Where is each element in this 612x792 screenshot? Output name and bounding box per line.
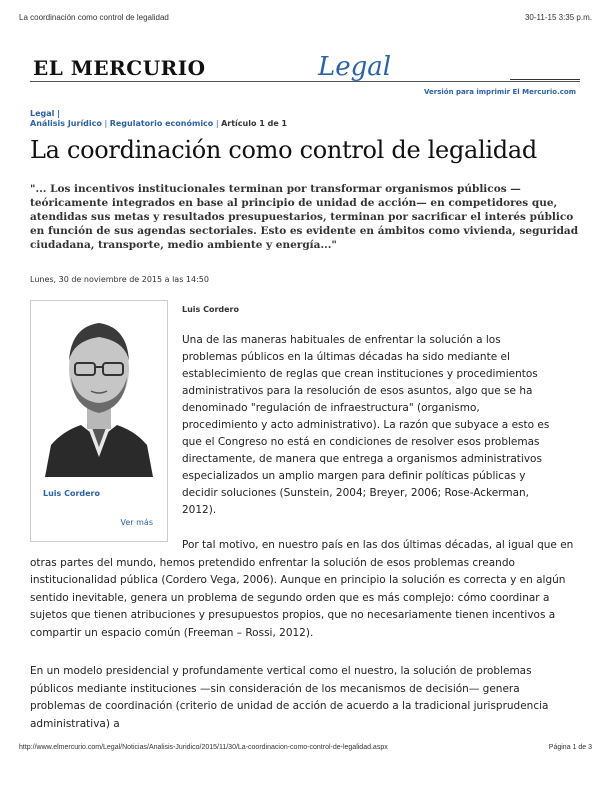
page-url: http://www.elmercurio.com/Legal/Noticias/Analisis-Juridico/2015/11/30/La-coordinacion-como-control-de-legalidad.aspx <box>19 744 388 751</box>
article-lead-quote: "... Los incentivos institucionales terminan por transformar organismos públicos —teóricamente integrados en base al principio de unidad de acción— en competidores que, atendidas sus metas y resultados presupuestarios, terminan por sacrificar el interés público en función de sus agendas sectoriales. Esto es evidente en ámbitos como vivienda, seguridad ciudadana, transporte, medio ambiente y energía..." <box>30 183 579 251</box>
print-timestamp: 30-11-15 3:35 p.m. <box>524 13 592 22</box>
print-version-link[interactable]: Versión para imprimir El Mercurio.com <box>423 88 576 96</box>
el-mercurio-logo[interactable]: EL MERCURIO <box>33 56 206 80</box>
article-byline: Luis Cordero <box>182 305 239 314</box>
author-card <box>30 300 168 542</box>
masthead-rule-accent <box>510 79 580 80</box>
breadcrumb-regulatorio-economico[interactable]: Regulatorio económico <box>109 119 214 128</box>
legal-section-logo[interactable]: Legal <box>318 52 392 82</box>
breadcrumb-root[interactable]: Legal | <box>30 109 61 118</box>
author-portrait <box>41 307 157 477</box>
article-paragraph: Una de las maneras habituales de enfrentar la solución a los problemas públicos en la últimas décadas ha sido mediante el establecimiento de reglas que crean instituciones y procedimientos administrativos para la resolución de esos asuntos, algo que se ha denominado "regulación de infraestructura" (organismo, procedimiento y acto administrativo). La razón que subyace a esto es que el Congreso no está en condiciones de resolver esos problemas directamente, de manera que entrega a organismos administrativos especializados un amplio margen para definir políticas públicas y decidir soluciones (Sunstein, 2004; Breyer, 2006; Rose-Ackerman, 2012). <box>182 334 550 516</box>
breadcrumb <box>30 119 287 128</box>
paragraph-text: Por tal motivo, en nuestro país en las dos últimas décadas, al igual que en otras partes del mundo, hemos pretendido enfrentar la solución de esos problemas creando institucionalidad pública (Cordero Vega, 2006). Aunque en principio la solución es correcta y en algún sentido inevitable, genera un problema de segundo orden que es más complejo: cómo coordinar a sujetos que tienen atribuciones y presupuestos propios, que no necesariamente tienen incentivos a compartir un espacio común (Freeman – Rossi, 2012). <box>30 539 574 639</box>
page-indicator: Página 1 de 3 <box>548 744 592 751</box>
article-date: Lunes, 30 de noviembre de 2015 a las 14:50 <box>30 275 209 284</box>
author-more-link[interactable]: Ver más <box>120 518 153 527</box>
breadcrumb-current: Artículo 1 de 1 <box>221 119 288 128</box>
breadcrumb-analisis-juridico[interactable]: Análisis Jurídico <box>30 119 102 128</box>
article-title: La coordinación como control de legalidad <box>30 136 537 164</box>
article-paragraph: En un modelo presidencial y profundamente vertical como el nuestro, la solución de problemas públicos mediante instituciones —sin consideración de los mecanismos de decisión— genera problemas de coordinación (criterio de unidad de acción de acuerdo a la tradicional jurisprudencia administrativa) a <box>30 665 549 730</box>
browser-doc-title: La coordinación como control de legalidad <box>19 13 169 22</box>
masthead-rule <box>30 81 580 82</box>
masthead <box>30 54 580 88</box>
author-card-name[interactable]: Luis Cordero <box>43 489 100 498</box>
breadcrumb-separator: | <box>104 119 108 128</box>
article-paragraph <box>30 537 576 642</box>
breadcrumb-separator: | <box>215 119 219 128</box>
